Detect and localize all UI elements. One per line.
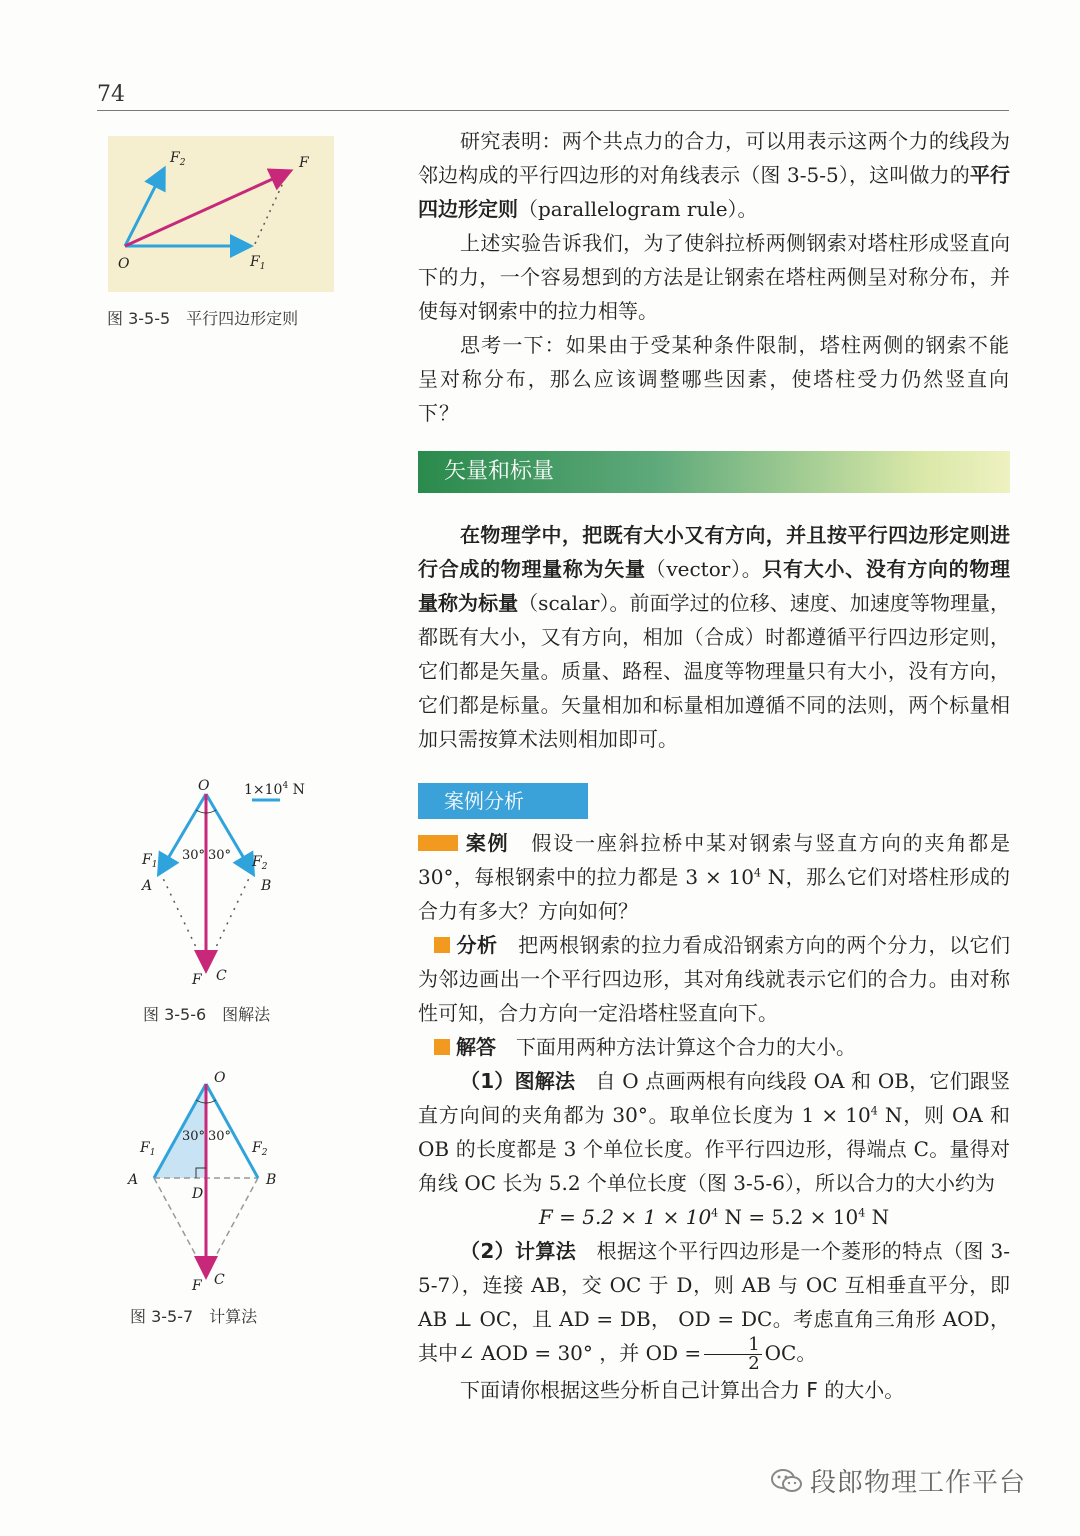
section-header: 矢量和标量 bbox=[418, 451, 1010, 493]
label-o: O bbox=[198, 778, 210, 794]
method2-paragraph: （2）计算法 根据这个平行四边形是一个菱形的特点（图 3-5-7），连接 AB，交 OC 于 D，则 AB 与 OC 互相垂直平分，即 AB ⊥ OC，且 AD = DB， OD = DC。考虑直角三角形 AOD，其中∠ AOD = 30° ，并 OD = $\frac{1}{2}$ OC。 bbox=[418, 1239, 1011, 1374]
answer-paragraph: 解答 下面用两种方法计算这个合力的大小。 bbox=[418, 1030, 1010, 1064]
parallelogram-diagram bbox=[108, 136, 334, 292]
label-f2: $F_2$ bbox=[170, 150, 186, 168]
label-f1: $F_1$ bbox=[140, 1140, 156, 1158]
label-c: C bbox=[216, 968, 227, 984]
case-study-text bbox=[418, 826, 1010, 1407]
calculation-method-diagram bbox=[120, 1068, 320, 1294]
case-study-tag: 案例分析 bbox=[418, 783, 588, 819]
watermark-text: 段郎物理工作平台 bbox=[810, 1468, 1027, 1498]
label-o: O bbox=[214, 1070, 226, 1086]
figure-3-5-5-caption: 图 3-5-5 平行四边形定则 bbox=[107, 309, 299, 328]
angle-right: 30° bbox=[208, 848, 232, 863]
dashed-bc bbox=[206, 1178, 258, 1274]
page-number: 74 bbox=[97, 82, 125, 107]
label-f1: $F_1$ bbox=[142, 852, 158, 870]
resultant-vector bbox=[125, 172, 288, 246]
answer-marker bbox=[434, 1039, 450, 1055]
figure-3-5-5 bbox=[108, 136, 334, 292]
equation: $F = 5.2 \times 1 \times 10^4$ $N = 5.2 \times 10^4$ N bbox=[538, 1205, 890, 1229]
watermark bbox=[770, 1462, 1026, 1499]
label-f1: $F_1$ bbox=[250, 254, 266, 272]
fraction-one-half: $\frac{1}{2}$ bbox=[704, 1336, 761, 1373]
label-d: D bbox=[192, 1186, 204, 1202]
f2-vector bbox=[125, 171, 163, 246]
paragraph-research: 研究表明：两个共点力的合力，可以用表示这两个力的线段为邻边构成的平行四边形的对角线表示（图 3-5-5），这叫做力的平行四边形定则（parallelogram rule）。 bbox=[418, 129, 1011, 221]
label-f2: $F_2$ bbox=[252, 1140, 268, 1158]
label-f2: $F_2$ bbox=[252, 854, 268, 872]
label-f: F bbox=[299, 155, 309, 171]
label-b: B bbox=[266, 1172, 277, 1188]
angle-left: 30° bbox=[182, 1129, 206, 1144]
case-marker bbox=[418, 835, 458, 851]
dotted-ac bbox=[160, 872, 206, 968]
label-f: F bbox=[192, 1278, 202, 1294]
intro-text bbox=[418, 124, 1010, 430]
wechat-icon bbox=[770, 1467, 804, 1495]
label-o: O bbox=[118, 256, 130, 272]
closing-paragraph: 下面请你根据这些分析自己计算出合力 F 的大小。 bbox=[460, 1378, 905, 1402]
angle-right: 30° bbox=[208, 1129, 232, 1144]
dotted-bc bbox=[206, 872, 252, 968]
paragraph-experiment: 上述实验告诉我们，为了使斜拉桥两侧钢索对塔柱形成竖直向下的力，一个容易想到的方法是让钢索在塔柱两侧呈对称分布，并使每对钢索中的拉力相等。 bbox=[418, 231, 1010, 323]
figure-3-5-6 bbox=[130, 772, 330, 992]
method1-paragraph: （1）图解法 自 O 点画两根有向线段 OA 和 OB，它们跟竖直方向间的夹角都为 30°。取单位长度为 $1 \times 10^4$ N，则 OA 和 OB 的长度都是 3 个单位长度。作平行四边形，得端点 C。量得对角线 OC 长为 5.2 个单位长度（图 3-5-6），所以合力的大小约为 bbox=[418, 1069, 1011, 1195]
case-paragraph: 案例 假设一座斜拉桥中某对钢索与竖直方向的夹角都是 30°，每根钢索中的拉力都是 $3 \times 10^4$ N，那么它们对塔柱形成的合力有多大？方向如何？ bbox=[418, 831, 1011, 923]
figure-3-5-6-caption: 图 3-5-6 图解法 bbox=[143, 1005, 271, 1024]
analysis-marker bbox=[434, 937, 450, 953]
label-a: A bbox=[128, 1172, 139, 1188]
label-b: B bbox=[261, 878, 272, 894]
f2-dashed-line bbox=[254, 172, 288, 246]
header-rule bbox=[97, 110, 1009, 111]
label-a: A bbox=[142, 878, 153, 894]
figure-3-5-7-caption: 图 3-5-7 计算法 bbox=[130, 1307, 258, 1326]
angle-left: 30° bbox=[182, 848, 206, 863]
label-c: C bbox=[214, 1272, 225, 1288]
scale-label: $1\times 10^4$ N bbox=[244, 781, 305, 798]
paragraph-think: 思考一下：如果由于受某种条件限制，塔柱两侧的钢索不能呈对称分布，那么应该调整哪些因素，使塔柱受力仍然竖直向下？ bbox=[418, 333, 1010, 425]
label-f: F bbox=[192, 972, 202, 988]
vector-scalar-text: 在物理学中，把既有大小又有方向，并且按平行四边形定则进行合成的物理量称为矢量（vector）。只有大小、没有方向的物理量称为标量（scalar）。前面学过的位移、速度、加速度等物理量，都既有大小，又有方向，相加（合成）时都遵循平行四边形定则，它们都是矢量。质量、路程、温度等物理量只有大小，没有方向，它们都是标量。矢量相加和标量相加遵循不同的法则，两个标量相加只需按算术法则相加即可。 bbox=[418, 523, 1011, 751]
figure-3-5-7 bbox=[120, 1068, 320, 1294]
graphical-method-diagram bbox=[130, 772, 330, 992]
analysis-paragraph: 分析 把两根钢索的拉力看成沿钢索方向的两个分力，以它们为邻边画出一个平行四边形，其对角线就表示它们的合力。由对称性可知，合力方向一定沿塔柱竖直向下。 bbox=[418, 933, 1011, 1025]
